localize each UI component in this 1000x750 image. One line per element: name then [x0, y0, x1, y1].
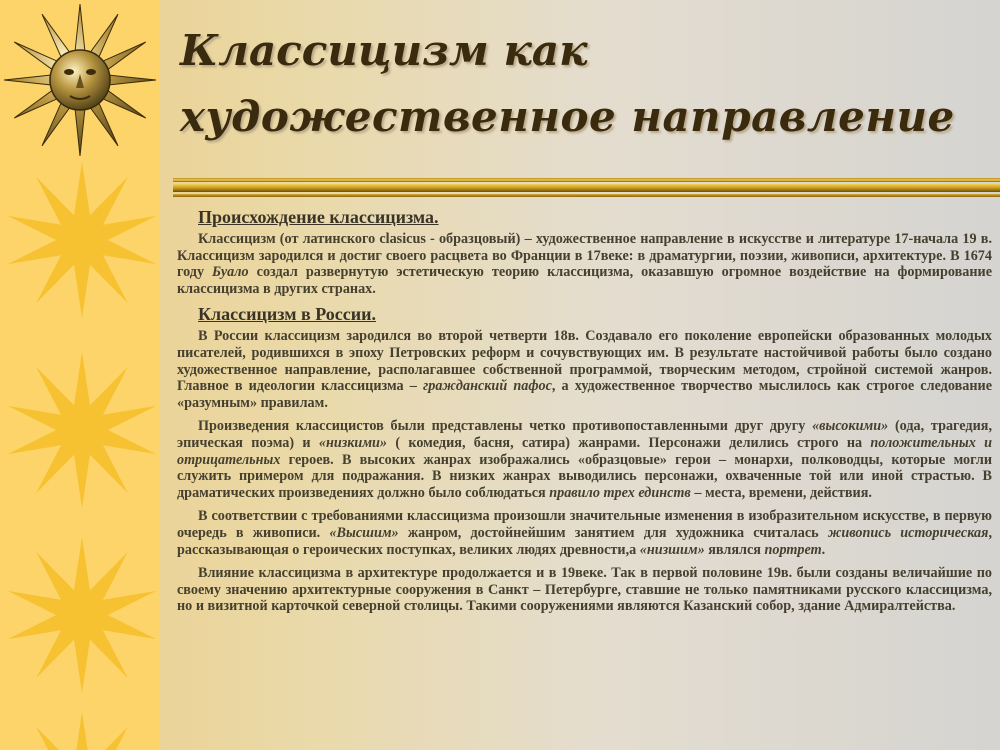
page-title [180, 18, 980, 150]
metal-sun-icon [4, 4, 156, 156]
emphasis-text: портрет [764, 541, 822, 558]
sun-decoration-icon [8, 712, 156, 750]
text-run: – места, времени, действия. [690, 484, 872, 501]
emphasis-text: «Высшим» [329, 524, 399, 541]
paragraph-origin [177, 231, 992, 297]
text-run: героев. В высоких жанрах изображались «образцовые» герои – монархи, полководцы, которые могли служить примером для подражания. В низких жанрах выводились персонажи, охваченные той или иной страстью. В драматических произведениях должно было соблюдаться [177, 451, 992, 501]
text-run: жанром, достойнейшим занятием для художника считалась [398, 524, 828, 541]
divider-line-top [173, 178, 1000, 182]
text-run: , рассказывающая о героических поступках, великих людях древности,а [177, 524, 992, 558]
emphasis-text: «низшим» [639, 541, 705, 558]
emphasis-text: гражданский пафос [423, 378, 552, 395]
text-run: ( комедия, басня, сатира) жанрами. Персонажи делились строго на [387, 434, 871, 451]
text-run: (ода, трагедия, эпическая поэма) и [177, 418, 992, 451]
sun-decoration-icon [8, 537, 156, 693]
emphasis-text: Буало [212, 264, 249, 281]
emphasis-text: правило трех единств [549, 484, 691, 501]
decorative-sidebar [0, 0, 160, 750]
text-run: В соответствии с требованиями классицизма произошли значительные изменения в изобразительном искусстве, в первую очередь в живописи. [177, 508, 992, 541]
paragraph-painting [177, 508, 992, 558]
text-run: являлся [704, 541, 765, 558]
title-line-2: художественное направление [180, 92, 955, 141]
text-run: . [821, 541, 826, 558]
paragraph-architecture [177, 565, 992, 615]
emphasis-text: живопись историческая [827, 524, 989, 541]
text-run: Влияние классицизма в архитектуре продолжается и в 19веке. Так в первой половине 19в. были созданы величайшие по своему значению архитектурные сооружения в Санкт – Петербурге, ставшие не только памятниками русского классицизма, но и визитной карточкой северной столицы. Такими сооружениями являются Казанский собор, здание Адмиралтейства. [177, 565, 992, 615]
paragraph-genres [177, 418, 992, 501]
title-line-1: Классицизм как [180, 26, 588, 75]
text-run: создал развернутую эстетическую теорию классицизма, оказавшую огромное воздействие на формирование классицизма в других странах. [177, 264, 993, 297]
section-heading-origin: Происхождение классицизма. [198, 207, 439, 227]
yellow-suns [8, 162, 156, 750]
section-heading-russia: Классицизм в России. [198, 304, 376, 325]
sun-decoration-icon [8, 162, 156, 318]
text-run: В России классицизм зародился во второй четверти 18в. Создавало его поколение европейски образованных молодых писателей, родившихся в эпоху Петровских реформ и сочувствующих им. В результате настойчивой работы было создано художественное направление, располагавшее собственной программой, творческим методом, стройной системой жанров. Главное в идеологии классицизма – [177, 328, 992, 395]
sun-decoration-icon [8, 352, 156, 508]
emphasis-text: положительных и отрицательных [177, 434, 992, 468]
text-run: Произведения классицистов были представлены четко противопоставленными друг другу [198, 418, 813, 435]
divider-line-bottom [173, 194, 1000, 197]
gold-divider [173, 178, 1000, 200]
emphasis-text: «низкими» [318, 434, 388, 451]
text-run: , а художественное творчество мыслилось как строгое следование «разумным» правилам. [177, 378, 992, 411]
text-run: Классицизм (от латинского clasicus - образцовый) – художественное направление в искусстве и литературе 17-начала 19 в. Классицизм зародился и достиг своего расцвета во Франции в 17веке: в драматургии, поэзии, живописи, архитектуре. В 1674 году [177, 231, 992, 281]
main-content [177, 205, 992, 622]
emphasis-text: «высокими» [812, 418, 889, 435]
paragraph-russia [177, 328, 992, 411]
sidebar-decoration [0, 0, 160, 750]
divider-line-middle [173, 184, 1000, 192]
